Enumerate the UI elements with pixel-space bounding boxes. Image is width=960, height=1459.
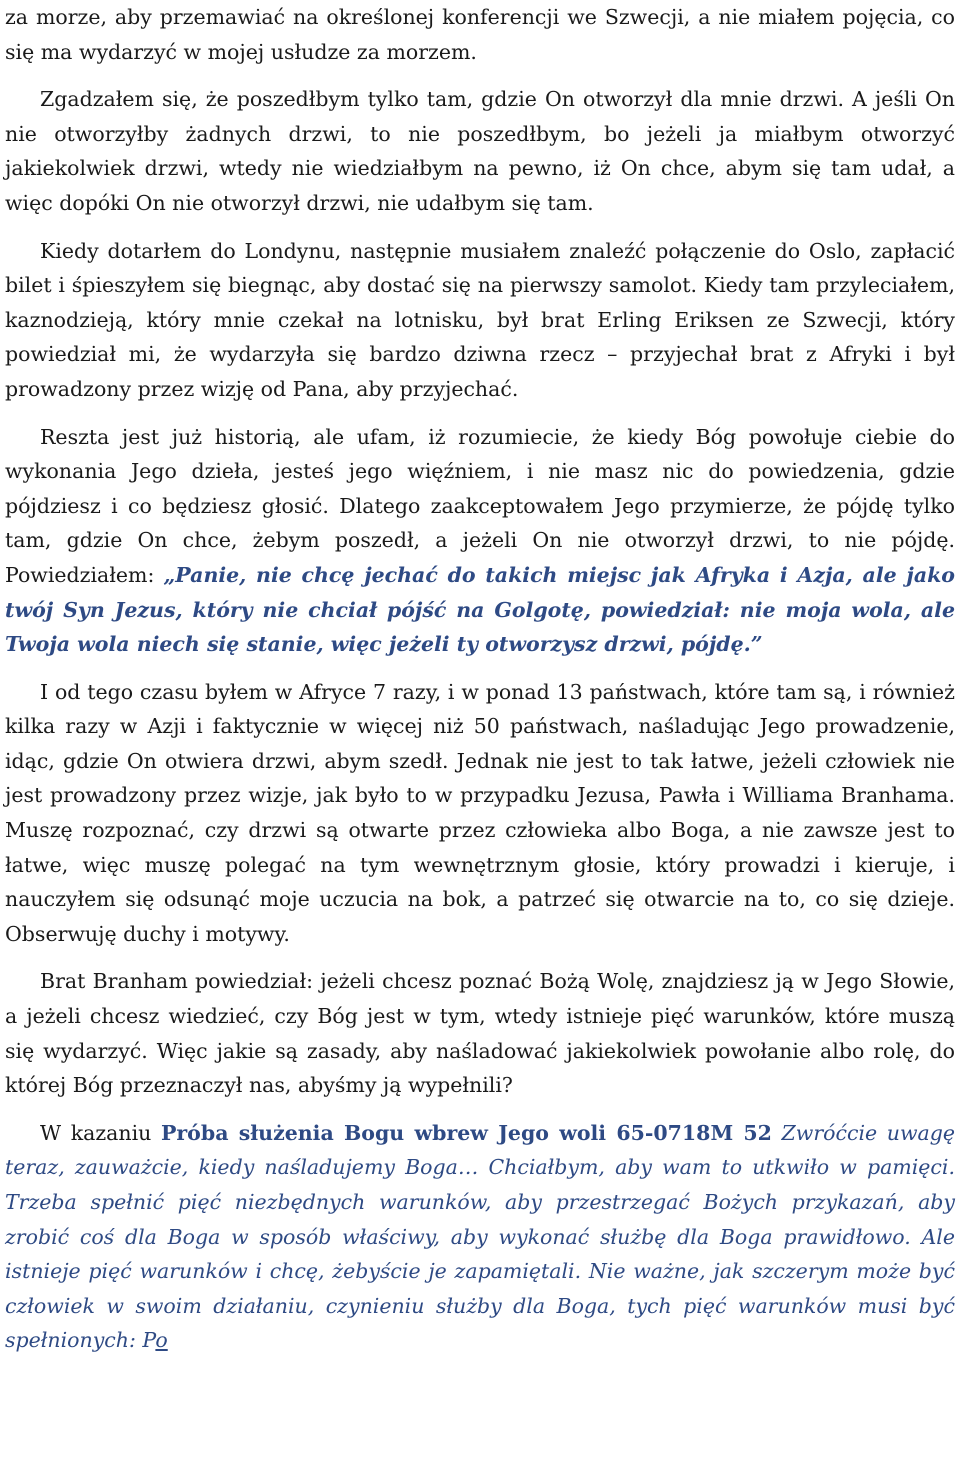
paragraph-history bbox=[5, 420, 955, 662]
paragraph-doors: Zgadzałem się, że poszedłbym tylko tam, gdzie On otworzył dla mnie drzwi. A jeśli On nie otworzyłby żadnych drzwi, to nie poszedłbym, bo jeżeli ja miałbym otworzyć jakiekolwiek drzwi, wtedy nie wiedziałbym na pewno, iż On chce, abym się tam udał, a więc dopóki On nie otworzył drzwi, nie udałbym się tam. bbox=[5, 87, 955, 215]
sermon-intro: W kazaniu bbox=[40, 1120, 161, 1145]
sermon-quote: Zwróćcie uwagę teraz, zauważcie, kiedy naśladujemy Boga… Chciałbym, aby wam to utkwiło w pamięci. Trzeba spełnić pięć niezbędnych warunków, aby przestrzegać Bożych przykazań, aby zrobić coś dla Boga w sposób właściwy, aby wykonać służbę dla Boga prawidłowo. Ale istnieje pięć warunków i chcę, żebyście je zapamiętali. Nie ważne, jak szczerym może być człowiek w swoim działaniu, czynieniu służby dla Boga, tych pięć warunków musi być spełnionych: P bbox=[5, 1120, 956, 1353]
paragraph-sermon bbox=[5, 1116, 955, 1358]
paragraph-continuation: za morze, aby przemawiać na określonej konferencji we Szwecji, a nie miałem pojęcia, co się ma wydarzyć w mojej usłudze za morzem. bbox=[5, 5, 955, 64]
document-body bbox=[5, 0, 955, 1358]
sermon-title: Próba służenia Bogu wbrew Jego woli 65-0718M 52 bbox=[160, 1120, 772, 1145]
history-text: Reszta jest już historią, ale ufam, iż rozumiecie, że kiedy Bóg powołuje ciebie do wykonania Jego dzieła, jesteś jego więźniem, i nie masz nic do powiedzenia, gdzie pójdziesz i co będziesz głosić. Dlatego zaakceptowałem Jego przymierze, że pójdę tylko tam, gdzie On chce, żebym poszedł, a jeżeli On nie otworzył drzwi, to nie pójdę. Powiedziałem: bbox=[5, 424, 955, 587]
paragraph-africa: I od tego czasu byłem w Afryce 7 razy, i w ponad 13 państwach, które tam są, i również kilka razy w Azji i faktycznie w więcej niż 50 państwach, naśladując Jego prowadzenie, idąc, gdzie On otwiera drzwi, abym szedł. Jednak nie jest to tak łatwe, jeżeli człowiek nie jest prowadzony przez wizje, jak było to w przypadku Jezusa, Pawła i Williama Branhama. Muszę rozpoznać, czy drzwi są otwarte przez człowieka albo Boga, a nie zawsze jest to łatwe, więc muszę polegać na tym wewnętrznym głosie, który prowadzi i kieruje, i nauczyłem się odsunąć moje uczucia na bok, a patrzeć się otwarcie na to, co się dzieje. Obserwuję duchy i motywy. bbox=[5, 679, 955, 946]
sermon-quote-tail: o bbox=[155, 1328, 168, 1353]
paragraph-london-oslo: Kiedy dotarłem do Londynu, następnie musiałem znaleźć połączenie do Oslo, zapłacić bilet i śpieszyłem się biegnąc, aby dostać się na pierwszy samolot. Kiedy tam przyleciałem, kaznodzieją, który mnie czekał na lotnisku, był brat Erling Eriksen ze Szwecji, który powiedział mi, że wydarzyła się bardzo dziwna rzecz – przyjechał brat z Afryki i był prowadzony przez wizję od Pana, aby przyjechać. bbox=[5, 238, 955, 401]
paragraph-branham: Brat Branham powiedział: jeżeli chcesz poznać Bożą Wolę, znajdziesz ją w Jego Słowie, a jeżeli chcesz wiedzieć, czy Bóg jest w tym, wtedy istnieje pięć warunków, które muszą się wydarzyć. Więc jakie są zasady, aby naśladować jakiekolwiek powołanie albo rolę, do której Bóg przeznaczył nas, abyśmy ją wypełnili? bbox=[5, 969, 955, 1098]
prayer-quote: „Panie, nie chcę jechać do takich miejsc jak Afryka i Azja, ale jako twój Syn Jezus, który nie chciał pójść na Golgotę, powiedział: nie moja wola, ale Twoja wola niech się stanie, więc jeżeli ty otworzysz drzwi, pójdę.” bbox=[5, 562, 955, 657]
